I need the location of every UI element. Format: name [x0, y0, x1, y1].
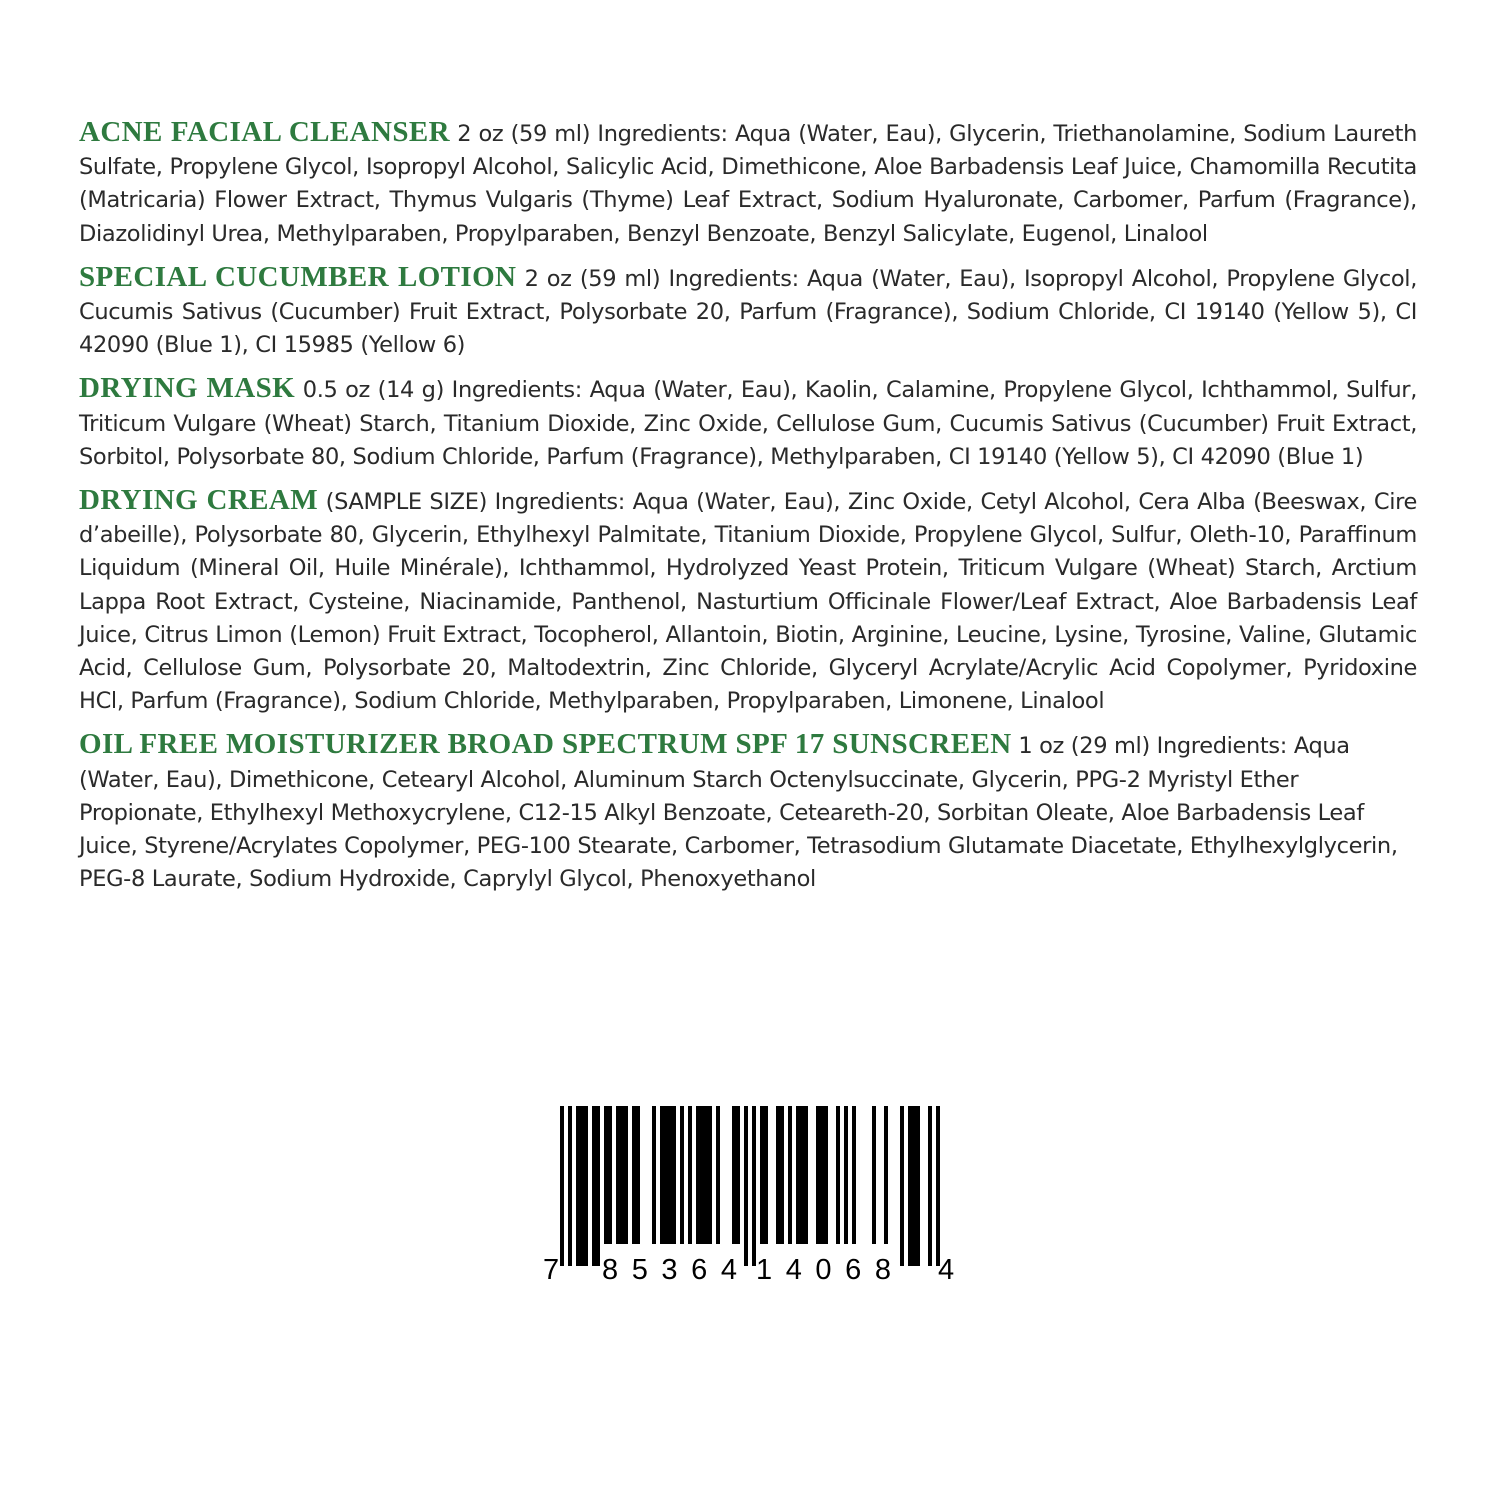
barcode-bar	[616, 1106, 628, 1244]
barcode-left-digits: 85364	[602, 1254, 737, 1286]
barcode-bar	[796, 1106, 808, 1244]
barcode-bar	[760, 1106, 768, 1244]
product-size: 2 oz (59 ml)	[449, 121, 598, 147]
ingredients-list: Aqua (Water, Eau), Dimethicone, Cetearyl Alcohol, Aluminum Starch Octenylsuccinate, Glycerin, PPG-2 Myristyl Ether Propionate, Ethylhexyl Methoxycrylene, C12-15 Alkyl Benzoate, Ceteareth-20, Sorbitan Oleate, Aloe Barbadensis Leaf Juice, Styrene/Acrylates Copolymer, PEG-100 Stearate, Carbomer, Tetrasodium Glutamate Diacetate, Ethylhexylglycerin, PEG-8 Laurate, Sodium Hydroxide, Caprylyl Glycol, Phenoxyethanol	[79, 733, 1398, 893]
barcode-bar	[776, 1106, 784, 1244]
barcode-bar	[852, 1106, 856, 1244]
product-size: (SAMPLE SIZE)	[318, 489, 495, 516]
barcode-bar	[576, 1106, 588, 1266]
product-size: 0.5 oz (14 g)	[295, 377, 452, 404]
product-size: 1 oz (29 ml)	[1011, 733, 1157, 760]
ingredients-label: Ingredients:	[668, 265, 799, 292]
section-acne-facial-cleanser	[79, 116, 1417, 251]
product-size: 2 oz (59 ml)	[516, 265, 669, 292]
barcode-bar	[872, 1106, 876, 1244]
barcode-bar	[660, 1106, 676, 1244]
barcode-bars	[560, 1106, 940, 1266]
barcode-last-digit: 4	[938, 1254, 955, 1286]
barcode-bar	[632, 1106, 640, 1244]
barcode-bar	[816, 1106, 828, 1244]
barcode-bar	[604, 1106, 612, 1244]
barcode-bar	[592, 1106, 600, 1266]
ingredients-document	[79, 116, 1417, 906]
ingredients-label: Ingredients:	[494, 489, 625, 516]
barcode-bar	[716, 1106, 720, 1244]
upc-barcode	[540, 1106, 960, 1286]
ingredients-list: Aqua (Water, Eau), Zinc Oxide, Cetyl Alcohol, Cera Alba (Beeswax, Cire d’abeille), Polysorbate 80, Glycerin, Ethylhexyl Palmitate, Titanium Dioxide, Propylene Glycol, Sulfur, Oleth-10, Paraffinum Liquidum (Mineral Oil, Huile Minérale), Ichthammol, Hydrolyzed Yeast Protein, Triticum Vulgare (Wheat) Starch, Arctium Lappa Root Extract, Cysteine, Niacinamide, Panthenol, Nasturtium Officinale Flower/Leaf Extract, Aloe Barbadensis Leaf Juice, Citrus Limon (Lemon) Fruit Extract, Tocopherol, Allantoin, Biotin, Arginine, Leucine, Lysine, Tyrosine, Valine, Glutamic Acid, Cellulose Gum, Polysorbate 20, Maltodextrin, Zinc Chloride, Glyceryl Acrylate/Acrylic Acid Copolymer, Pyridoxine HCl, Parfum (Fragrance), Sodium Chloride, Methylparaben, Propylparaben, Limonene, Linalool	[79, 489, 1417, 715]
barcode-bar	[788, 1106, 792, 1244]
barcode-bar	[928, 1106, 932, 1266]
barcode-bar	[696, 1106, 712, 1244]
barcode-bar	[936, 1106, 940, 1266]
product-name: OIL FREE MOISTURIZER BROAD SPECTRUM SPF 17 SUNSCREEN	[79, 728, 1012, 761]
product-name: DRYING CREAM	[79, 484, 319, 517]
barcode-bar	[688, 1106, 692, 1244]
ingredients-label: Ingredients:	[1156, 733, 1288, 760]
product-name: ACNE FACIAL CLEANSER	[79, 116, 450, 148]
barcode-bar	[680, 1106, 684, 1244]
barcode-bar	[908, 1106, 920, 1266]
barcode-bar	[844, 1106, 848, 1244]
section-drying-cream	[79, 484, 1417, 718]
barcode-first-digit: 7	[543, 1254, 560, 1286]
ingredients-list: Aqua (Water, Eau), Glycerin, Triethanolamine, Sodium Laureth Sulfate, Propylene Glycol, Isopropyl Alcohol, Salicylic Acid, Dimethicone, Aloe Barbadensis Leaf Juice, Chamomilla Recutita (Matricaria) Flower Extract, Thymus Vulgaris (Thyme) Leaf Extract, Sodium Hyaluronate, Carbomer, Parfum (Fragrance), Diazolidinyl Urea, Methylparaben, Propylparaben, Benzyl Benzoate, Benzyl Salicylate, Eugenol, Linalool	[79, 121, 1417, 247]
barcode-bar	[752, 1106, 756, 1266]
ingredients-label: Ingredients:	[597, 121, 728, 147]
barcode-right-digits: 14068	[756, 1254, 891, 1286]
barcode-bar	[652, 1106, 656, 1244]
barcode-bar	[900, 1106, 904, 1266]
barcode-bar	[836, 1106, 840, 1244]
section-special-cucumber-lotion	[79, 261, 1417, 363]
ingredients-list: Aqua (Water, Eau), Kaolin, Calamine, Propylene Glycol, Ichthammol, Sulfur, Triticum Vulgare (Wheat) Starch, Titanium Dioxide, Zinc Oxide, Cellulose Gum, Cucumis Sativus (Cucumber) Fruit Extract, Sorbitol, Polysorbate 80, Sodium Chloride, Parfum (Fragrance), Methylparaben, CI 19140 (Yellow 5), CI 42090 (Blue 1)	[79, 377, 1418, 470]
barcode-bar	[568, 1106, 572, 1266]
barcode-bar	[884, 1106, 888, 1244]
ingredients-list: Aqua (Water, Eau), Isopropyl Alcohol, Propylene Glycol, Cucumis Sativus (Cucumber) Fruit Extract, Polysorbate 20, Parfum (Fragrance), Sodium Chloride, CI 19140 (Yellow 5), CI 42090 (Blue 1), CI 15985 (Yellow 6)	[79, 265, 1417, 359]
barcode-bar	[560, 1106, 564, 1266]
barcode-bar	[732, 1106, 740, 1244]
product-name: DRYING MASK	[79, 372, 296, 405]
ingredients-label: Ingredients:	[451, 377, 582, 404]
barcode-bar	[744, 1106, 748, 1266]
product-name: SPECIAL CUCUMBER LOTION	[79, 260, 517, 293]
section-drying-mask	[79, 372, 1417, 474]
section-oil-free-moisturizer	[79, 728, 1417, 896]
barcode-graphic	[540, 1106, 960, 1286]
